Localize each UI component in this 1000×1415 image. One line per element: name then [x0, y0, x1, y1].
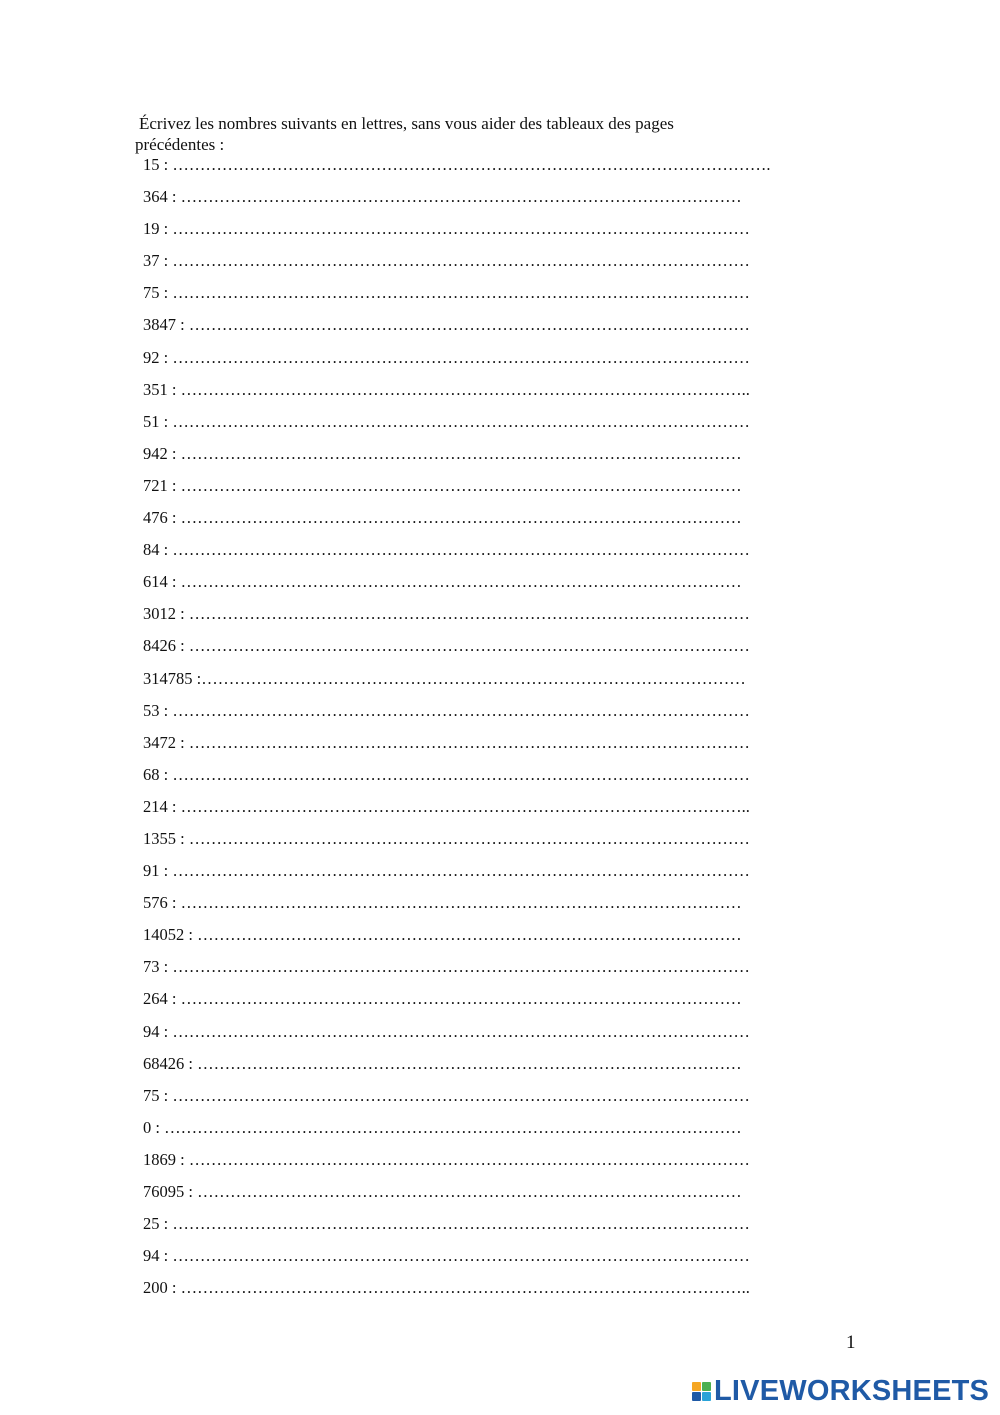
list-item: 0 : ……………………………………………………………………………………………	[143, 1117, 742, 1137]
list-item: 942 : …………………………………………………………………………………………	[143, 443, 742, 463]
list-item: 68426 : ………………………………………………………………………………………	[143, 1053, 742, 1073]
list-item: 1869 : …………………………………………………………………………………………	[143, 1149, 750, 1169]
list-item: 73 : ……………………………………………………………………………………………	[143, 957, 750, 977]
list-item: 576 : …………………………………………………………………………………………	[143, 893, 742, 913]
list-item: 314785 :………………………………………………………………………………………	[143, 668, 746, 688]
list-item: 364 : …………………………………………………………………………………………	[143, 187, 742, 207]
list-item: 84 : ……………………………………………………………………………………………	[143, 540, 750, 560]
list-item: 3847 : …………………………………………………………………………………………	[143, 315, 750, 335]
list-item: 264 : …………………………………………………………………………………………	[143, 989, 742, 1009]
list-item: 53 : ……………………………………………………………………………………………	[143, 700, 750, 720]
liveworksheets-logo-icon	[692, 1382, 711, 1401]
list-item: 75 : ……………………………………………………………………………………………	[143, 1085, 750, 1105]
list-item: 200 : …………………………………………………………………………………………..	[143, 1278, 750, 1298]
logo-text: LIVEWORKSHEETS	[714, 1374, 990, 1407]
list-item: 25 : ……………………………………………………………………………………………	[143, 1214, 750, 1234]
list-item: 351 : …………………………………………………………………………………………..	[143, 379, 750, 399]
list-item: 91 : ……………………………………………………………………………………………	[143, 861, 750, 881]
list-item: 94 : ……………………………………………………………………………………………	[143, 1246, 750, 1266]
page-number: 1	[846, 1332, 856, 1353]
number-list	[143, 153, 863, 1308]
list-item: 19 : ……………………………………………………………………………………………	[143, 219, 750, 239]
instructions	[135, 113, 775, 155]
list-item: 8426 : …………………………………………………………………………………………	[143, 636, 750, 656]
list-item: 1355 : …………………………………………………………………………………………	[143, 828, 750, 848]
list-item: 14052 : ………………………………………………………………………………………	[143, 925, 742, 945]
list-item: 75 : ……………………………………………………………………………………………	[143, 283, 750, 303]
list-item: 51 : ……………………………………………………………………………………………	[143, 411, 750, 431]
list-item: 614 : …………………………………………………………………………………………	[143, 572, 742, 592]
list-item: 68 : ……………………………………………………………………………………………	[143, 764, 750, 784]
list-item: 476 : …………………………………………………………………………………………	[143, 508, 742, 528]
instructions-line-1: Écrivez les nombres suivants en lettres, sans vous aider des tableaux des pages	[139, 114, 674, 133]
list-item: 94 : ……………………………………………………………………………………………	[143, 1021, 750, 1041]
list-item: 721 : …………………………………………………………………………………………	[143, 475, 742, 495]
liveworksheets-logo	[692, 1374, 989, 1408]
list-item: 92 : ……………………………………………………………………………………………	[143, 347, 750, 367]
list-item: 214 : …………………………………………………………………………………………..	[143, 796, 750, 816]
list-item: 15 : ……………………………………………………………………………………………….	[143, 155, 771, 174]
list-item: 3472 : …………………………………………………………………………………………	[143, 732, 750, 752]
instructions-line-2: précédentes :	[135, 135, 225, 154]
list-item: 37 : ……………………………………………………………………………………………	[143, 251, 750, 271]
list-item: 3012 : …………………………………………………………………………………………	[143, 604, 750, 624]
list-item: 76095 : ………………………………………………………………………………………	[143, 1182, 742, 1201]
